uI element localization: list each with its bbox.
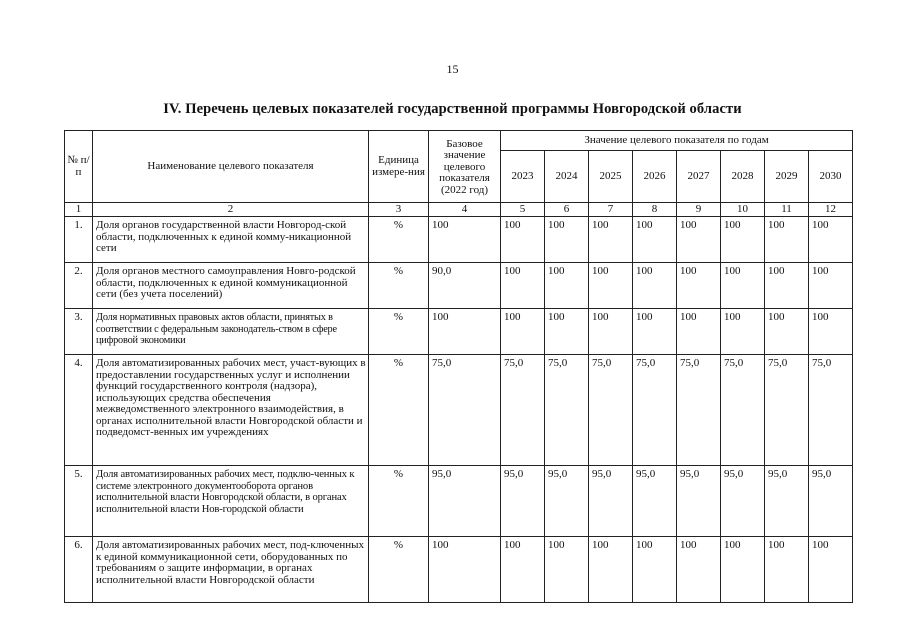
- year-value: 95,0: [677, 466, 721, 537]
- indicators-table: [64, 130, 853, 603]
- year-value: 100: [633, 263, 677, 309]
- indicator-name: Доля нормативных правовых актов области, принятых в соответствии с федеральным законодатель-ством в сфере цифровой экономики: [93, 309, 369, 355]
- header-row-1: [65, 131, 853, 151]
- year-value: 100: [809, 309, 853, 355]
- table-row: [65, 309, 853, 355]
- unit-cell: %: [369, 263, 429, 309]
- header-unit: Единица измере-ния: [369, 131, 429, 203]
- year-value: 100: [677, 309, 721, 355]
- year-value: 75,0: [677, 355, 721, 466]
- year-value: 100: [501, 217, 545, 263]
- year-value: 75,0: [721, 355, 765, 466]
- year-value: 100: [721, 217, 765, 263]
- year-value: 100: [809, 217, 853, 263]
- column-number: 1: [65, 203, 93, 217]
- indicator-name: Доля автоматизированных рабочих мест, подклю-ченных к системе электронного документооборота органов исполнительной власти Новгородской области, в органах исполнительной власти Нов-городской области: [93, 466, 369, 537]
- year-value: 75,0: [589, 355, 633, 466]
- header-years-group: Значение целевого показателя по годам: [501, 131, 853, 151]
- column-number: 2: [93, 203, 369, 217]
- unit-cell: %: [369, 537, 429, 603]
- year-value: 75,0: [545, 355, 589, 466]
- table-row: [65, 537, 853, 603]
- column-number: 3: [369, 203, 429, 217]
- header-year: 2030: [809, 151, 853, 203]
- column-number: 7: [589, 203, 633, 217]
- base-value: 100: [429, 537, 501, 603]
- unit-cell: %: [369, 309, 429, 355]
- year-value: 95,0: [721, 466, 765, 537]
- header-year: 2027: [677, 151, 721, 203]
- year-value: 100: [633, 537, 677, 603]
- year-value: 95,0: [809, 466, 853, 537]
- year-value: 100: [765, 537, 809, 603]
- unit-cell: %: [369, 466, 429, 537]
- row-number: 4.: [65, 355, 93, 466]
- year-value: 100: [589, 263, 633, 309]
- unit-cell: %: [369, 217, 429, 263]
- indicator-name: Доля автоматизированных рабочих мест, участ-вующих в предоставлении государственных услуг и исполнении функций государственного контроля (надзора), использующих средства обеспечения межведомственного электронного взаимодействия, в органах исполнительной власти Новгородской области и подведомст-венных им учреждениях: [93, 355, 369, 466]
- year-value: 100: [677, 537, 721, 603]
- section-title: IV. Перечень целевых показателей государственной программы Новгородской области: [163, 101, 742, 117]
- header-name: Наименование целевого показателя: [93, 131, 369, 203]
- year-value: 95,0: [589, 466, 633, 537]
- year-value: 95,0: [633, 466, 677, 537]
- column-number-row: [65, 203, 853, 217]
- year-value: 75,0: [501, 355, 545, 466]
- year-value: 75,0: [633, 355, 677, 466]
- year-value: 100: [545, 263, 589, 309]
- table-row: [65, 466, 853, 537]
- table-row: [65, 355, 853, 466]
- year-value: 100: [721, 263, 765, 309]
- row-number: 6.: [65, 537, 93, 603]
- year-value: 100: [589, 309, 633, 355]
- year-value: 100: [721, 537, 765, 603]
- year-value: 75,0: [809, 355, 853, 466]
- header-year: 2028: [721, 151, 765, 203]
- year-value: 100: [765, 217, 809, 263]
- year-value: 75,0: [765, 355, 809, 466]
- header-year: 2026: [633, 151, 677, 203]
- column-number: 5: [501, 203, 545, 217]
- year-value: 100: [501, 537, 545, 603]
- column-number: 11: [765, 203, 809, 217]
- header-base: Базовое значение целевого показателя (2022 год): [429, 131, 501, 203]
- year-value: 100: [677, 263, 721, 309]
- header-no: № п/п: [65, 131, 93, 203]
- row-number: 2.: [65, 263, 93, 309]
- column-number: 12: [809, 203, 853, 217]
- base-value: 100: [429, 309, 501, 355]
- year-value: 100: [765, 263, 809, 309]
- column-number: 9: [677, 203, 721, 217]
- year-value: 100: [633, 309, 677, 355]
- header-year: 2024: [545, 151, 589, 203]
- column-number: 6: [545, 203, 589, 217]
- indicator-name: Доля органов государственной власти Новгород-ской области, подключенных к единой комму-никационной сети: [93, 217, 369, 263]
- year-value: 100: [633, 217, 677, 263]
- year-value: 100: [545, 217, 589, 263]
- table-row: [65, 217, 853, 263]
- row-number: 5.: [65, 466, 93, 537]
- unit-cell: %: [369, 355, 429, 466]
- header-year: 2025: [589, 151, 633, 203]
- header-year: 2029: [765, 151, 809, 203]
- year-value: 100: [765, 309, 809, 355]
- indicator-name: Доля автоматизированных рабочих мест, под-ключенных к единой коммуникационной сети, оборудованных по требованиям о защите информации, в органах исполнительной власти Новгородской области: [93, 537, 369, 603]
- base-value: 75,0: [429, 355, 501, 466]
- year-value: 100: [501, 263, 545, 309]
- year-value: 100: [501, 309, 545, 355]
- year-value: 100: [809, 263, 853, 309]
- indicator-name: Доля органов местного самоуправления Новго-родской области, подключенных к единой коммуникационной сети (без учета поселений): [93, 263, 369, 309]
- year-value: 95,0: [545, 466, 589, 537]
- base-value: 100: [429, 217, 501, 263]
- base-value: 90,0: [429, 263, 501, 309]
- column-number: 4: [429, 203, 501, 217]
- row-number: 1.: [65, 217, 93, 263]
- year-value: 100: [721, 309, 765, 355]
- year-value: 100: [589, 217, 633, 263]
- column-number: 10: [721, 203, 765, 217]
- year-value: 100: [677, 217, 721, 263]
- year-value: 95,0: [501, 466, 545, 537]
- year-value: 95,0: [765, 466, 809, 537]
- column-number: 8: [633, 203, 677, 217]
- year-value: 100: [545, 537, 589, 603]
- year-value: 100: [809, 537, 853, 603]
- year-value: 100: [545, 309, 589, 355]
- header-year: 2023: [501, 151, 545, 203]
- page-number: 15: [446, 62, 459, 76]
- year-value: 100: [589, 537, 633, 603]
- table-row: [65, 263, 853, 309]
- base-value: 95,0: [429, 466, 501, 537]
- row-number: 3.: [65, 309, 93, 355]
